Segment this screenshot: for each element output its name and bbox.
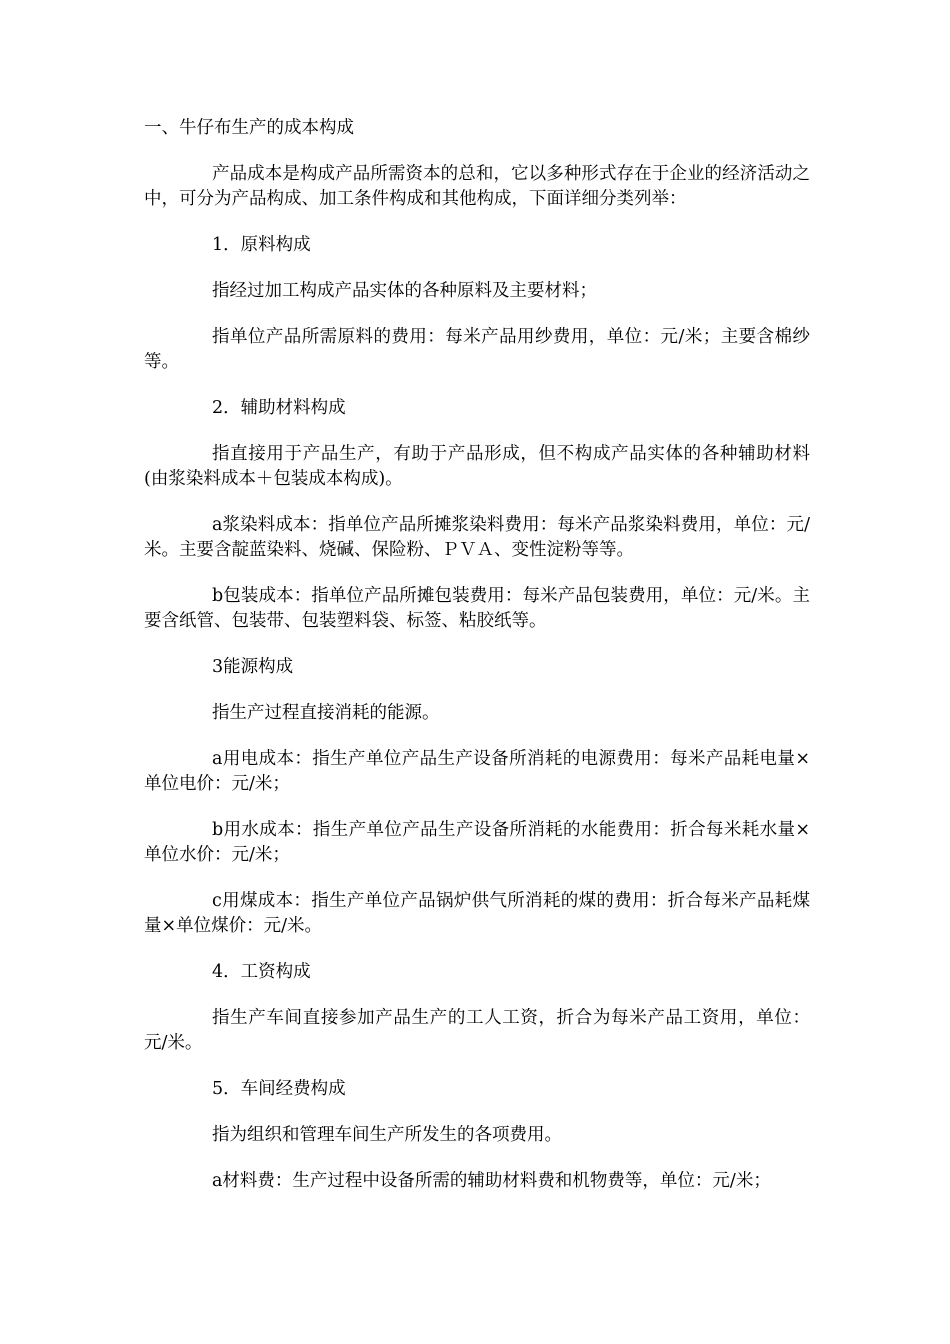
paragraph-dye-cost: a浆染料成本：指单位产品所摊浆染料费用：每米产品浆染料费用，单位：元/米。主要含靛蓝染料、烧碱、保险粉、ＰＶＡ、变性淀粉等等。	[144, 515, 810, 560]
paragraph-electricity-cost: a用电成本：指生产单位产品生产设备所消耗的电源费用：每米产品耗电量×单位电价：元/米；	[144, 749, 810, 794]
subheading-workshop-expenses: 5．车间经费构成	[212, 1079, 346, 1099]
subheading-auxiliary-materials: 2．辅助材料构成	[212, 398, 346, 418]
paragraph-packaging-cost: b包装成本：指单位产品所摊包装费用：每米产品包装费用，单位：元/米。主要含纸管、包装带、包装塑料袋、标签、粘胶纸等。	[144, 586, 810, 631]
document-body	[144, 116, 810, 1194]
paragraph-raw-materials-cost: 指单位产品所需原料的费用：每米产品用纱费用，单位：元/米；主要含棉纱等。	[144, 327, 810, 372]
section-heading: 一、牛仔布生产的成本构成	[144, 118, 354, 138]
paragraph-workshop-definition: 指为组织和管理车间生产所发生的各项费用。	[212, 1125, 562, 1145]
paragraph-coal-cost: c用煤成本：指生产单位产品锅炉供气所消耗的煤的费用：折合每米产品耗煤量×单位煤价：元/米。	[144, 891, 810, 936]
paragraph-water-cost: b用水成本：指生产单位产品生产设备所消耗的水能费用：折合每米耗水量×单位水价：元/米；	[144, 820, 810, 865]
paragraph-wages-definition: 指生产车间直接参加产品生产的工人工资，折合为每米产品工资用，单位：元/米。	[144, 1008, 810, 1053]
paragraph-auxiliary-definition: 指直接用于产品生产，有助于产品形成，但不构成产品实体的各种辅助材料(由浆染料成本＋包装成本构成)。	[144, 444, 810, 489]
subheading-wages: 4．工资构成	[212, 962, 311, 982]
intro-paragraph: 产品成本是构成产品所需资本的总和，它以多种形式存在于企业的经济活动之中，可分为产品构成、加工条件构成和其他构成，下面详细分类列举：	[144, 164, 810, 209]
subheading-raw-materials: 1．原料构成	[212, 235, 311, 255]
paragraph-raw-materials-definition: 指经过加工构成产品实体的各种原料及主要材料；	[212, 281, 597, 301]
subheading-energy: 3能源构成	[212, 657, 294, 677]
paragraph-energy-definition: 指生产过程直接消耗的能源。	[212, 703, 440, 723]
paragraph-material-fee: a材料费：生产过程中设备所需的辅助材料费和机物费等，单位：元/米；	[212, 1171, 771, 1191]
